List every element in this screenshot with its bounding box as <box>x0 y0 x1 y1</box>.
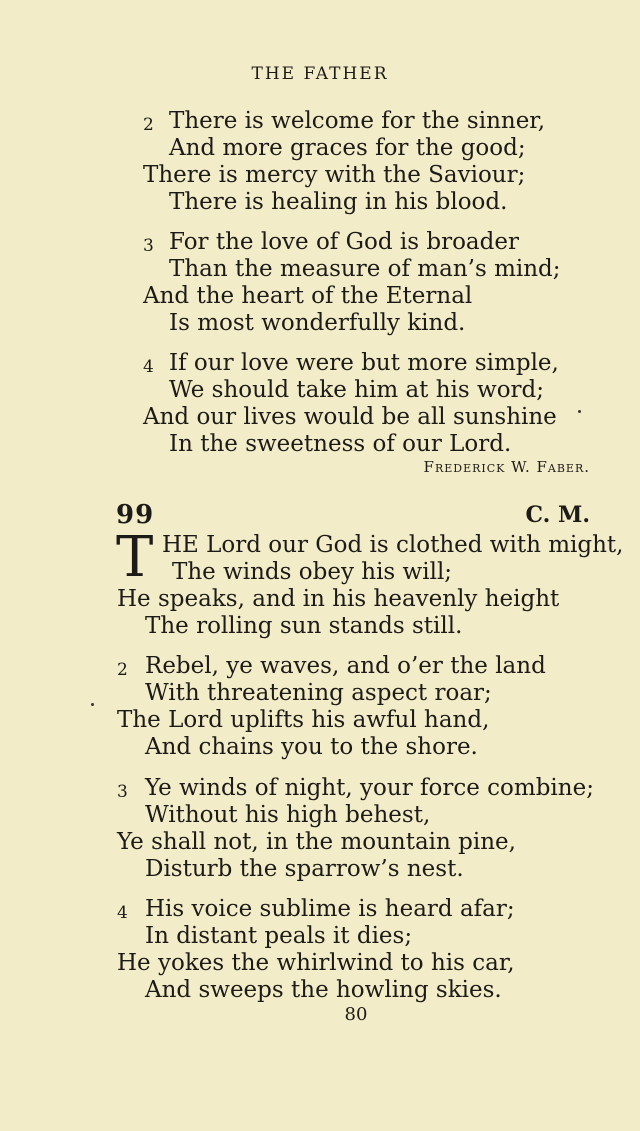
verse-line: Is most wonderfully kind. <box>169 310 466 336</box>
hymn-meter: C. M. <box>525 502 590 528</box>
stanza-number: 4 <box>117 903 128 923</box>
ink-speck <box>91 703 94 706</box>
verse-line: For the love of God is broader <box>169 229 519 255</box>
stanza-number: 3 <box>117 782 128 802</box>
verse-line: And sweeps the howling skies. <box>145 977 502 1003</box>
verse-line: Rebel, ye waves, and o’er the land <box>145 653 546 679</box>
verse-line: Without his high behest, <box>145 802 431 828</box>
verse-line: And chains you to the shore. <box>145 734 478 760</box>
verse-line: There is mercy with the Saviour; <box>143 162 526 188</box>
stanza-number: 2 <box>143 115 154 135</box>
verse-line: He speaks, and in his heavenly height <box>117 586 560 612</box>
verse-line: The rolling sun stands still. <box>145 613 463 639</box>
running-header: THE FATHER <box>251 64 389 84</box>
verse-line: His voice sublime is heard afar; <box>145 896 515 922</box>
verse-line: HE Lord our God is clothed with might, <box>162 532 624 558</box>
stanza-number: 4 <box>143 357 154 377</box>
page-number: 80 <box>344 1004 368 1025</box>
verse-line: With threatening aspect roar; <box>145 680 492 706</box>
verse-line: And the heart of the Eternal <box>143 283 473 309</box>
ink-speck <box>578 410 581 413</box>
stanza-number: 3 <box>143 236 154 256</box>
verse-line: And our lives would be all sunshine <box>143 404 557 430</box>
verse-line: Disturb the sparrow’s nest. <box>145 856 464 882</box>
stanza-number: 2 <box>117 660 128 680</box>
author-attribution: Frederick W. Faber. <box>423 458 590 476</box>
verse-line: We should take him at his word; <box>169 377 545 403</box>
verse-line: Ye winds of night, your force combine; <box>145 775 594 801</box>
verse-line: If our love were but more simple, <box>169 350 559 376</box>
verse-line: Ye shall not, in the mountain pine, <box>117 829 516 855</box>
verse-line: In distant peals it dies; <box>145 923 413 949</box>
verse-line: The winds obey his will; <box>172 559 453 585</box>
verse-line: In the sweetness of our Lord. <box>169 431 512 457</box>
verse-line: Than the measure of man’s mind; <box>169 256 561 282</box>
verse-line: He yokes the whirlwind to his car, <box>117 950 515 976</box>
verse-line: And more graces for the good; <box>169 135 526 161</box>
verse-line: There is healing in his blood. <box>169 189 508 215</box>
verse-line: There is welcome for the sinner, <box>169 108 546 134</box>
hymn-number: 99 <box>116 500 155 530</box>
drop-cap: T <box>116 525 154 590</box>
verse-line: The Lord uplifts his awful hand, <box>117 707 490 733</box>
